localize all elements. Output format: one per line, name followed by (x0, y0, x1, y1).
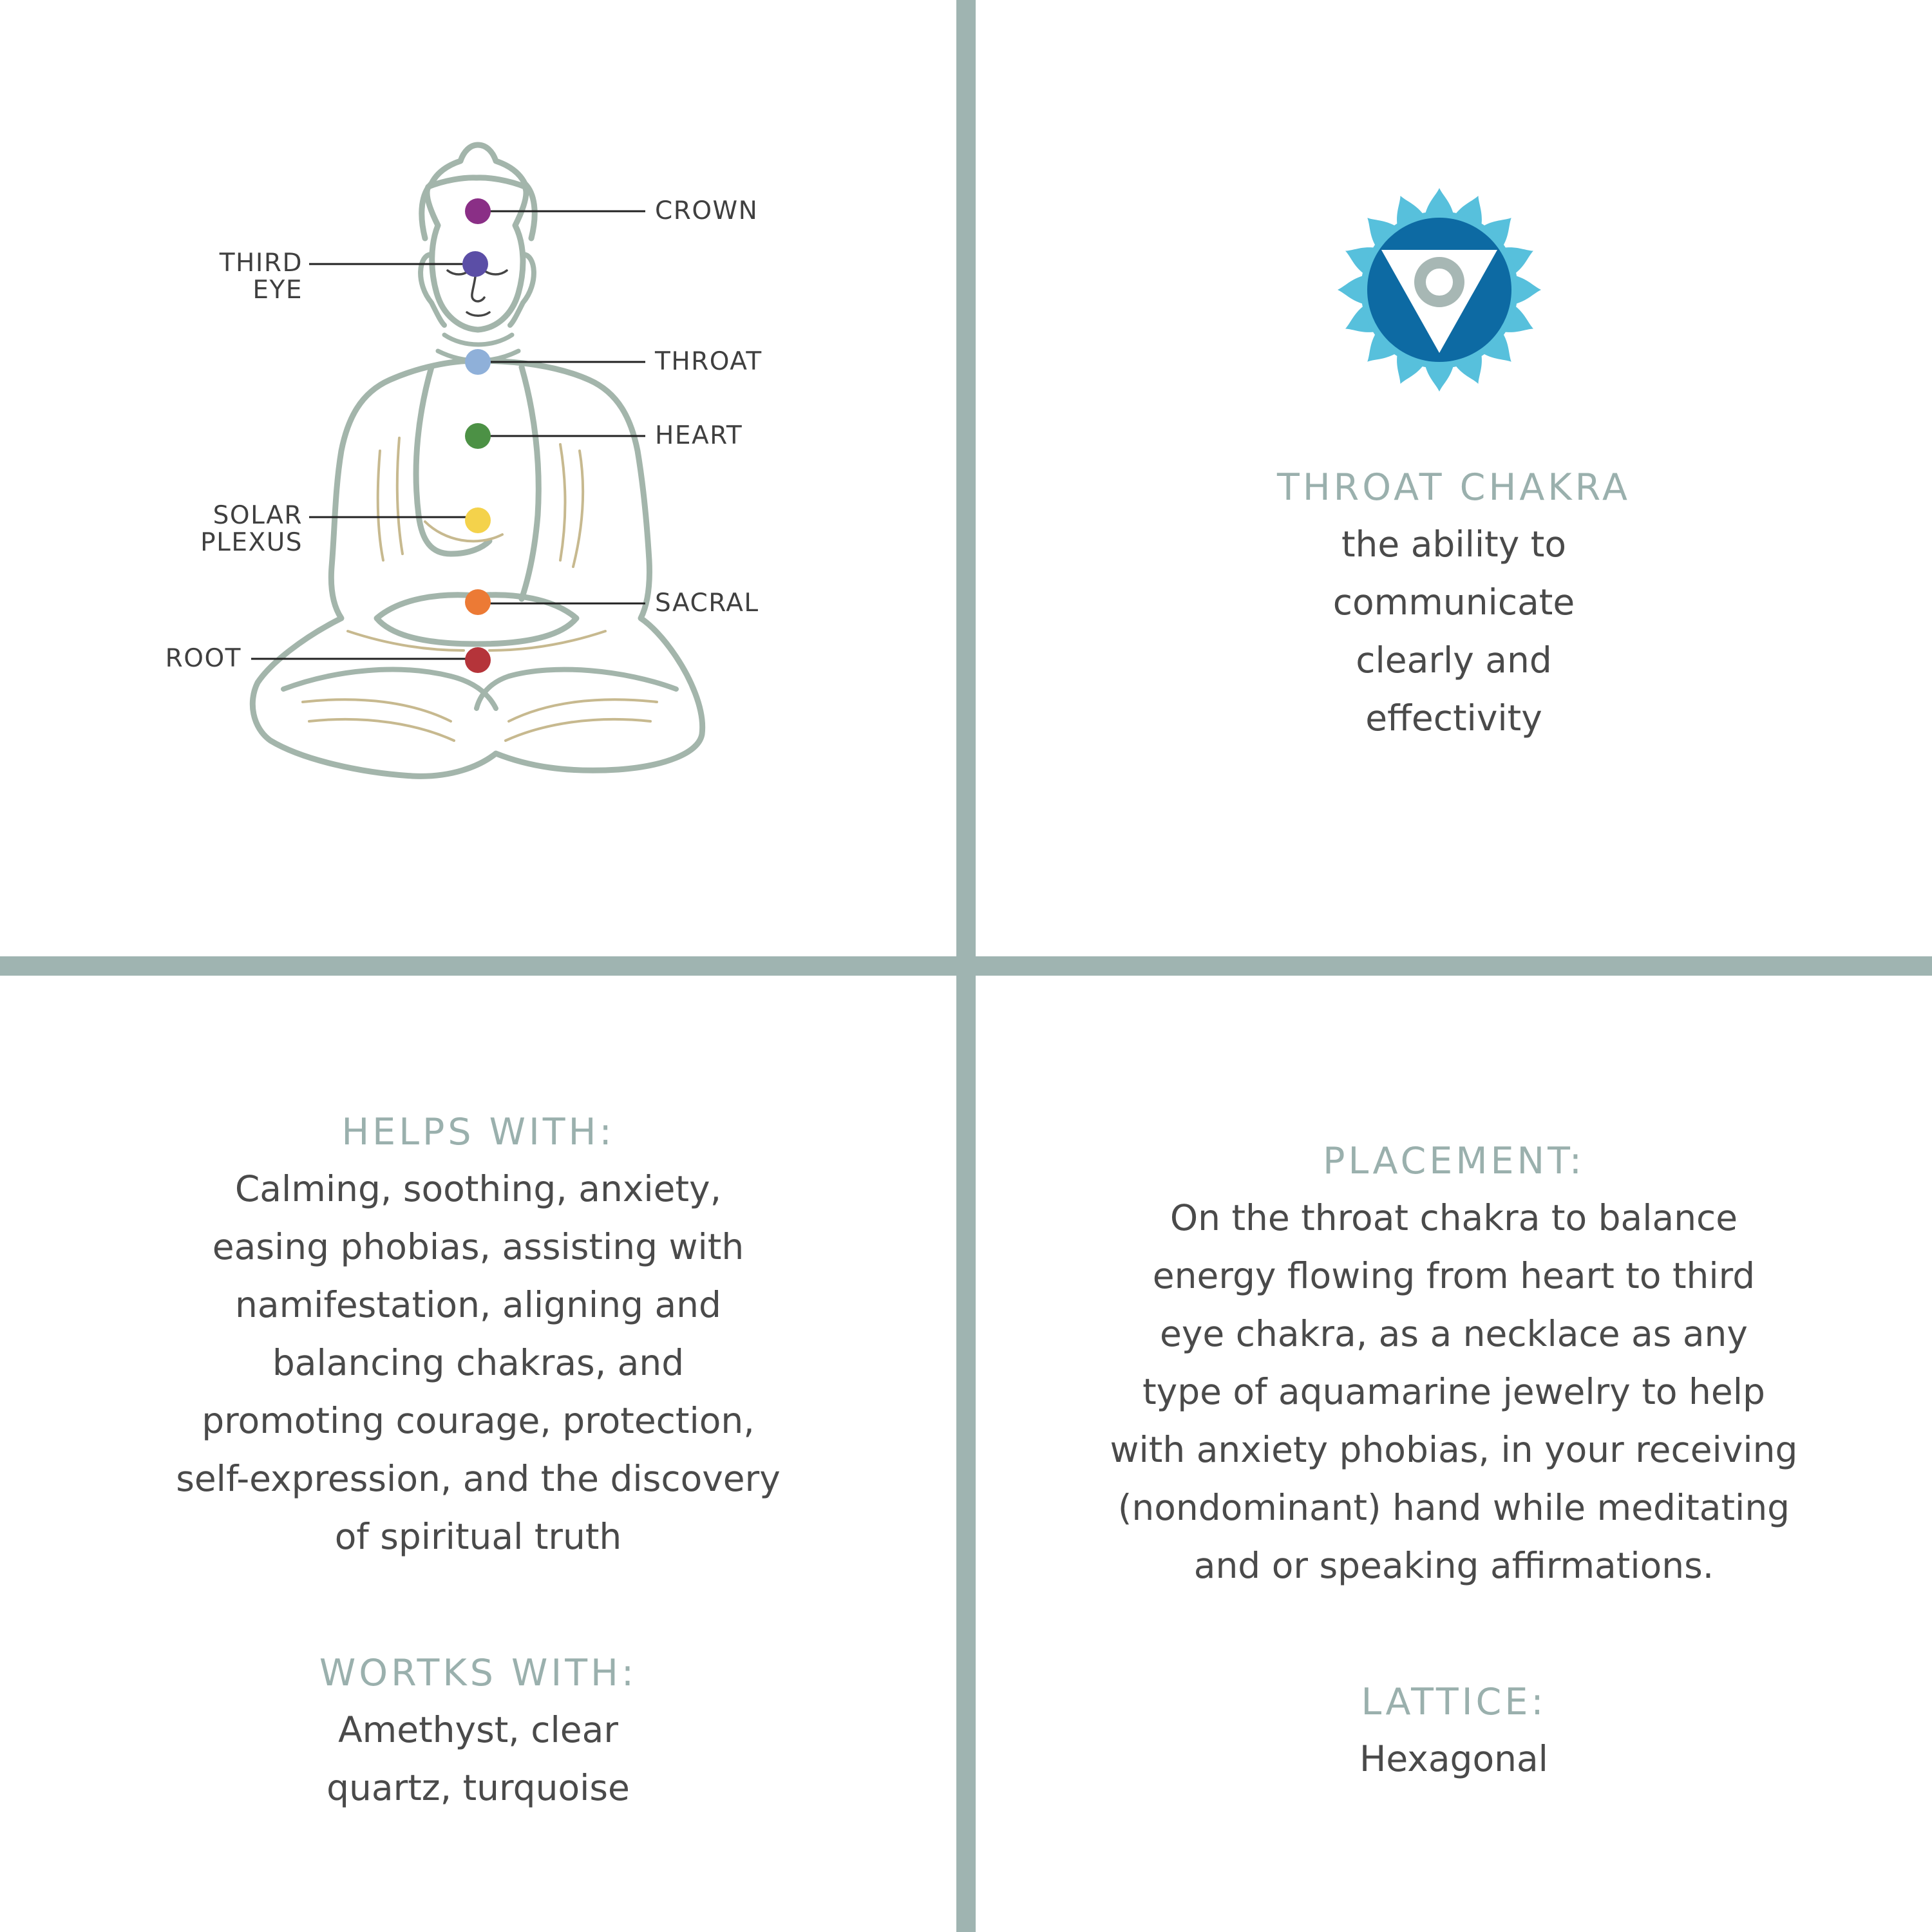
chakra-diagram-panel (0, 0, 956, 956)
chakra-label-crown: CROWN (655, 196, 759, 225)
buddha-mouth (467, 312, 489, 316)
throat-chakra-text (976, 465, 1932, 747)
chakra-label-third-eye-line-2: EYE (252, 276, 303, 305)
helps-with-line: Calming, soothing, anxiety, (234, 1168, 722, 1209)
throat-chakra-line: the ability to (1341, 524, 1566, 565)
helps-with-line: promoting courage, protection, (202, 1400, 755, 1441)
helps-with-section (0, 1110, 956, 1566)
robe-right-drape (522, 367, 538, 599)
placement-line: (nondominant) hand while meditating (1117, 1487, 1790, 1528)
lattice-value: Hexagonal (1359, 1738, 1548, 1779)
helps-with-line: self-expression, and the discovery (176, 1458, 781, 1499)
throat-chakra-line: effectivity (1365, 697, 1542, 739)
chakra-label-root: ROOT (165, 644, 242, 673)
works-with-line: Amethyst, clear (338, 1709, 618, 1750)
helps-works-panel (0, 976, 956, 1932)
placement-heading: PLACEMENT: (1323, 1140, 1585, 1182)
works-with-heading: WORTKS WITH: (319, 1652, 638, 1694)
placement-line: and or speaking affirmations. (1193, 1545, 1714, 1586)
throat-chakra-panel (976, 0, 1932, 956)
chakra-label-throat: THROAT (655, 347, 762, 376)
buddha-body-outline (252, 361, 702, 776)
buddha-legs (283, 670, 676, 708)
throat-chakra-line: communicate (1332, 582, 1575, 623)
chakra-label-third-eye-line-1: THIRD (219, 249, 303, 278)
works-with-section (0, 1651, 956, 1817)
throat-chakra-title: THROAT CHAKRA (1277, 466, 1631, 509)
chakra-dot-crown (465, 198, 491, 224)
helps-with-line: balancing chakras, and (272, 1342, 685, 1383)
chakra-dot-throat (465, 349, 491, 375)
throat-chakra-symbol-icon (1336, 187, 1542, 393)
chakra-label-solar-plexus-line-2: PLEXUS (200, 528, 303, 557)
works-with-line: quartz, turquoise (327, 1767, 630, 1808)
helps-with-heading: HELPS WITH: (341, 1111, 615, 1153)
placement-section (976, 1139, 1932, 1595)
meditating-buddha-illustration (0, 0, 956, 956)
placement-line: energy flowing from heart to third (1152, 1255, 1756, 1296)
placement-line: On the throat chakra to balance (1170, 1197, 1738, 1238)
throat-chakra-line: clearly and (1356, 639, 1552, 681)
helps-with-line: of spiritual truth (334, 1516, 622, 1557)
lattice-heading: LATTICE: (1361, 1681, 1547, 1723)
helps-with-line: namifestation, aligning and (235, 1284, 721, 1325)
horizontal-divider (0, 956, 1932, 976)
helps-with-line: easing phobias, assisting with (212, 1226, 744, 1267)
placement-lattice-panel (976, 976, 1932, 1932)
chakra-label-heart: HEART (655, 421, 743, 450)
chakra-label-solar-plexus-line-1: SOLAR (213, 501, 303, 530)
chakra-dot-sacral (465, 589, 491, 615)
chakra-label-third-eye (193, 250, 303, 304)
placement-line: type of aquamarine jewelry to help (1142, 1371, 1765, 1412)
chakra-label-solar-plexus (174, 502, 303, 556)
chakra-label-sacral: SACRAL (655, 589, 759, 618)
buddha-nose (472, 277, 484, 301)
lattice-section (976, 1680, 1932, 1788)
chakra-dot-root (465, 647, 491, 673)
placement-line: eye chakra, as a necklace as any (1160, 1313, 1748, 1354)
chakra-dot-heart (465, 423, 491, 449)
chakra-dot-solar-plexus (465, 507, 491, 533)
placement-line: with anxiety phobias, in your receiving (1110, 1429, 1798, 1470)
chakra-dot-third-eye (462, 251, 488, 277)
